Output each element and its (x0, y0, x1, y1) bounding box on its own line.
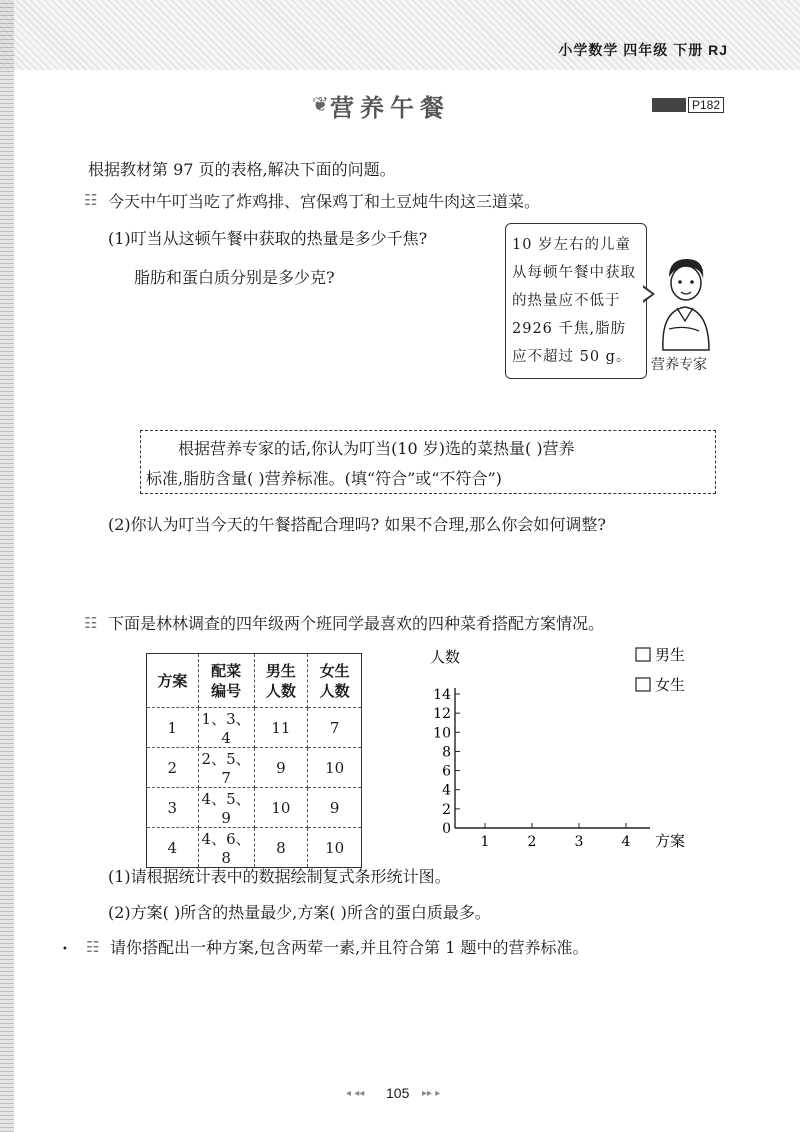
bubble-tail-inner (642, 287, 652, 301)
bubble-line-1: 10 岁左右的儿童 (512, 237, 632, 253)
y-tick-label: 12 (433, 706, 451, 723)
margin-dot: • (62, 944, 68, 955)
cell: 4 (147, 828, 199, 868)
series-label: 小学数学 四年级 下册 RJ (558, 42, 728, 58)
header-dishes: 配菜 编号 (198, 654, 254, 708)
bubble-line-5: 应不超过 50 g。 (512, 349, 632, 365)
q1-stem: 今天中午叮当吃了炸鸡排、宫保鸡丁和土豆炖牛肉这三道菜。 (108, 192, 541, 211)
y-tick-label: 14 (433, 687, 451, 703)
question-3-icon: ☷ (86, 938, 100, 956)
expert-boy-icon (655, 255, 715, 353)
q1-sub2: (2)你认为叮当今天的午餐搭配合理吗? 如果不合理,那么你会如何调整? (108, 515, 606, 534)
header-girls: 女生 人数 (308, 654, 362, 708)
fill-line-1: 根据营养专家的话,你认为叮当(10 岁)选的菜热量( )营养 (178, 439, 575, 458)
apple-icon: ❦ (312, 92, 329, 116)
footer-deco-right: ▸▸ ▸ (422, 1088, 441, 1099)
bubble-line-4: 2926 千焦,脂肪 (512, 321, 627, 337)
cell: 9 (308, 788, 362, 828)
q1-sub1-line2: 脂肪和蛋白质分别是多少克? (134, 268, 335, 287)
page-reference: P182 (688, 97, 724, 113)
table-row (147, 828, 362, 868)
cell: 10 (308, 748, 362, 788)
cell: 10 (254, 788, 308, 828)
y-tick-label: 2 (442, 801, 451, 818)
y-tick-label: 6 (442, 763, 451, 780)
ref-badge-icon (652, 98, 686, 112)
cell: 8 (254, 828, 308, 868)
cell: 2、5、7 (198, 748, 254, 788)
footer-deco-left: ◂ ◂◂ (346, 1088, 365, 1099)
q2-sub1: (1)请根据统计表中的数据绘制复式条形统计图。 (108, 867, 451, 886)
cell: 9 (254, 748, 308, 788)
intro-text: 根据教材第 97 页的表格,解决下面的问题。 (88, 160, 396, 179)
chart-axes (433, 687, 650, 850)
x-tick-label: 1 (480, 834, 490, 850)
question-2-icon: ☷ (84, 614, 98, 632)
x-tick-label: 2 (527, 834, 537, 850)
bubble-line-3: 的热量应不低于 (512, 293, 621, 309)
stats-table (146, 653, 362, 868)
cell: 10 (308, 828, 362, 868)
legend-boys-label: 男生 (655, 646, 686, 664)
cell: 1 (147, 708, 199, 748)
table-header-row (147, 654, 362, 708)
page-title: 营养午餐 (330, 93, 450, 122)
scan-edge (0, 0, 14, 1132)
cell: 11 (254, 708, 308, 748)
y-tick-label: 10 (433, 725, 451, 742)
y-tick-label: 4 (442, 782, 451, 799)
question-1-icon: ☷ (84, 191, 98, 209)
chart-y-label: 人数 (430, 648, 461, 666)
cell: 2 (147, 748, 199, 788)
x-tick-label: 3 (574, 834, 584, 850)
legend-girls-swatch (636, 678, 650, 691)
x-tick-label: 4 (621, 834, 631, 850)
y-tick-label: 8 (442, 744, 451, 761)
q1-sub1-line1: (1)叮当从这顿午餐中获取的热量是多少千焦? (108, 229, 428, 248)
header-boys: 男生 人数 (254, 654, 308, 708)
q3-stem: 请你搭配出一种方案,包含两荤一素,并且符合第 1 题中的营养标准。 (110, 938, 589, 957)
expert-label: 营养专家 (651, 357, 707, 373)
cell: 4、5、9 (198, 788, 254, 828)
q2-sub2: (2)方案( )所含的热量最少,方案( )所含的蛋白质最多。 (108, 903, 491, 922)
chart-x-label: 方案 (655, 832, 686, 850)
legend-boys-swatch (636, 648, 650, 661)
table-row (147, 788, 362, 828)
legend-girls-label: 女生 (655, 676, 686, 694)
y-tick-label: 0 (442, 821, 451, 837)
cell: 7 (308, 708, 362, 748)
q2-stem: 下面是林林调查的四年级两个班同学最喜欢的四种菜肴搭配方案情况。 (108, 614, 605, 633)
cell: 4、6、8 (198, 828, 254, 868)
bar-chart (400, 638, 700, 858)
bubble-line-2: 从每顿午餐中获取 (512, 265, 636, 281)
fill-line-2: 标准,脂肪含量( )营养标准。(填“符合”或“不符合”) (146, 469, 502, 488)
page-number: 105 (386, 1085, 410, 1101)
table-row (147, 708, 362, 748)
cell: 3 (147, 788, 199, 828)
header-plan: 方案 (147, 654, 199, 708)
table-row (147, 748, 362, 788)
cell: 1、3、4 (198, 708, 254, 748)
